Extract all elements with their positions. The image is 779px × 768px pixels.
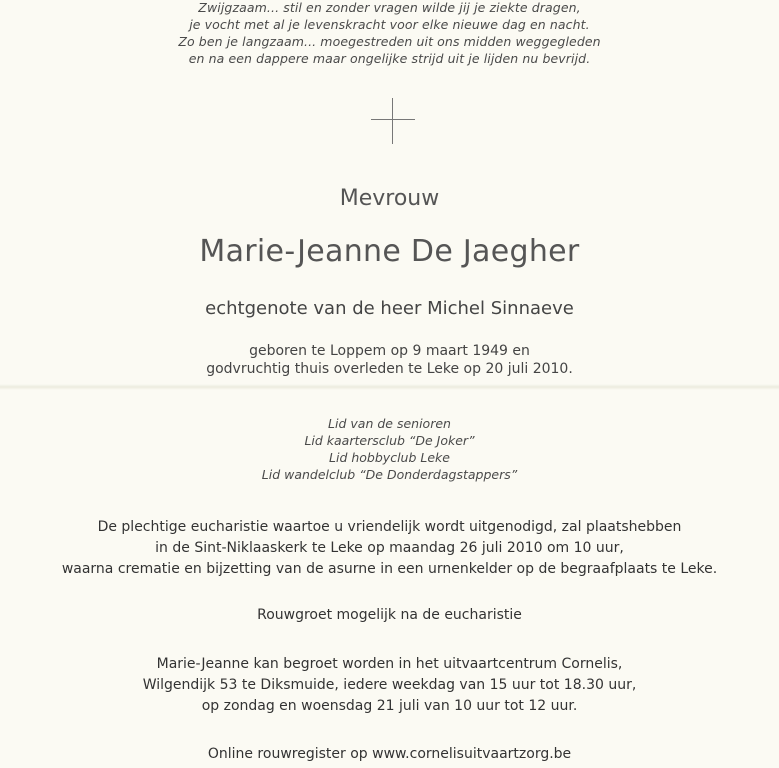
ceremony-line-3: waarna crematie en bijzetting van de asurne in een urnenkelder op de begraafplaats te Leke. — [61, 561, 718, 577]
death-line: godvruchtig thuis overleden te Leke op 20 juli 2010. — [206, 361, 573, 377]
online-register-link[interactable]: Online rouwregister op www.cornelisuitvaartzorg.be — [207, 746, 572, 762]
visit-line-2: Wilgendijk 53 te Diksmuide, iedere weekdag van 15 uur tot 18.30 uur, — [142, 677, 637, 693]
cross-icon — [371, 98, 415, 144]
visit-line-1: Marie-Jeanne kan begroet worden in het uitvaartcentrum Cornelis, — [156, 656, 623, 672]
spouse-line: echtgenote van de heer Michel Sinnaeve — [205, 298, 574, 319]
poem-line-3: Zo ben je langzaam... moegestreden uit ons midden weggegleden — [178, 34, 601, 49]
visit-line-3: op zondag en woensdag 21 juli van 10 uur tot 12 uur. — [201, 698, 578, 714]
deceased-name: Marie-Jeanne De Jaegher — [199, 234, 580, 269]
poem-line-4: en na een dappere maar ongelijke strijd uit je lijden nu bevrijd. — [188, 51, 591, 66]
membership-3: Lid hobbyclub Leke — [329, 450, 450, 465]
ceremony-line-1: De plechtige eucharistie waartoe u vriendelijk wordt uitgenodigd, zal plaatshebben — [97, 519, 682, 535]
condolence-line: Rouwgroet mogelijk na de eucharistie — [257, 607, 522, 623]
fold-crease — [0, 384, 779, 390]
membership-1: Lid van de senioren — [328, 416, 451, 431]
salutation: Mevrouw — [339, 186, 440, 211]
membership-4: Lid wandelclub “De Donderdagstappers” — [261, 467, 518, 482]
poem-line-1: Zwijgzaam... stil en zonder vragen wilde jij je ziekte dragen, — [198, 0, 581, 15]
birth-line: geboren te Loppem op 9 maart 1949 en — [249, 343, 530, 359]
ceremony-line-2: in de Sint-Niklaaskerk te Leke op maandag 26 juli 2010 om 10 uur, — [155, 540, 624, 556]
poem-line-2: je vocht met al je levenskracht voor elke nieuwe dag en nacht. — [189, 17, 590, 32]
membership-2: Lid kaartersclub “De Joker” — [304, 433, 475, 448]
